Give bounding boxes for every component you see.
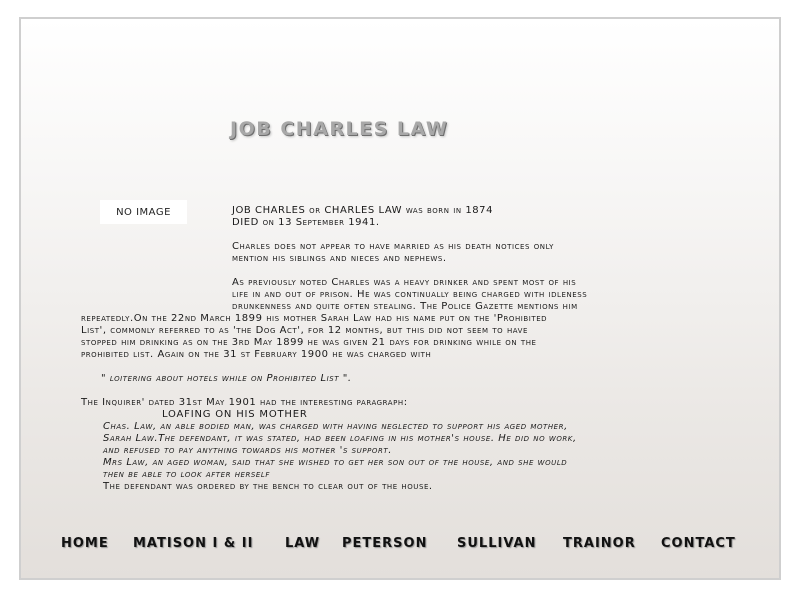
marriage-line-1: Charles does not appear to have married as his death notices only xyxy=(232,241,554,252)
history-line-2: life in and out of prison. He was continually being charged with idleness xyxy=(232,289,588,300)
page-title: JOB CHARLES LAW xyxy=(230,118,449,140)
portrait-placeholder: NO IMAGE xyxy=(100,200,187,224)
marriage-line-2: mention his siblings and nieces and nephews. xyxy=(232,253,447,264)
clipping-line-3: and refused to pay anything towards his mother 's support. xyxy=(103,445,392,456)
nav-peterson[interactable]: PETERSON xyxy=(342,536,428,551)
charge-quote: " loitering about hotels while on Prohibited List ". xyxy=(101,373,352,384)
nav-trainor[interactable]: TRAINOR xyxy=(563,536,636,551)
history-line-1: As previously noted Charles was a heavy drinker and spent most of his xyxy=(232,277,577,288)
clipping-line-2: Sarah Law.The defendant, it was stated, had been loafing in his mother's house. He did no work, xyxy=(103,433,577,444)
history-line-3: drunkenness and quite often stealing. The Police Gazette mentions him xyxy=(232,301,578,312)
history-line-5: List', commonly referred to as 'the Dog Act', for 12 months, but this did not seem to have xyxy=(81,325,528,336)
nav-sullivan[interactable]: SULLIVAN xyxy=(457,536,537,551)
clipping-line-6: The defendant was ordered by the bench to clear out of the house. xyxy=(103,481,433,492)
death-line: DIED on 13 September 1941. xyxy=(232,217,380,228)
nav-contact[interactable]: CONTACT xyxy=(661,536,736,551)
clipping-line-4: Mrs Law, an aged woman, said that she wished to get her son out of the house, and she would xyxy=(103,457,568,468)
clipping-line-1: Chas. Law, an able bodied man, was charged with having neglected to support his aged mother, xyxy=(103,421,568,432)
history-line-6: stopped him drinking as on the 3rd May 1899 he was given 21 days for drinking while on the xyxy=(81,337,537,348)
clipping-headline: LOAFING ON HIS MOTHER xyxy=(162,409,308,420)
inquirer-intro: The Inquirer' dated 31st May 1901 had the interesting paragraph: xyxy=(81,397,408,408)
birth-line: JOB CHARLES or CHARLES LAW was born in 1874 xyxy=(232,205,493,216)
history-line-4: repeatedly.On the 22nd March 1899 his mother Sarah Law had his name put on the 'Prohibited xyxy=(81,313,548,324)
nav-home[interactable]: HOME xyxy=(61,536,109,551)
nav-matison[interactable]: MATISON I & II xyxy=(133,536,254,551)
clipping-line-5: then be able to look after herself xyxy=(103,469,270,480)
history-line-7: prohibited list. Again on the 31 st February 1900 he was charged with xyxy=(81,349,432,360)
nav-law[interactable]: LAW xyxy=(285,536,321,551)
